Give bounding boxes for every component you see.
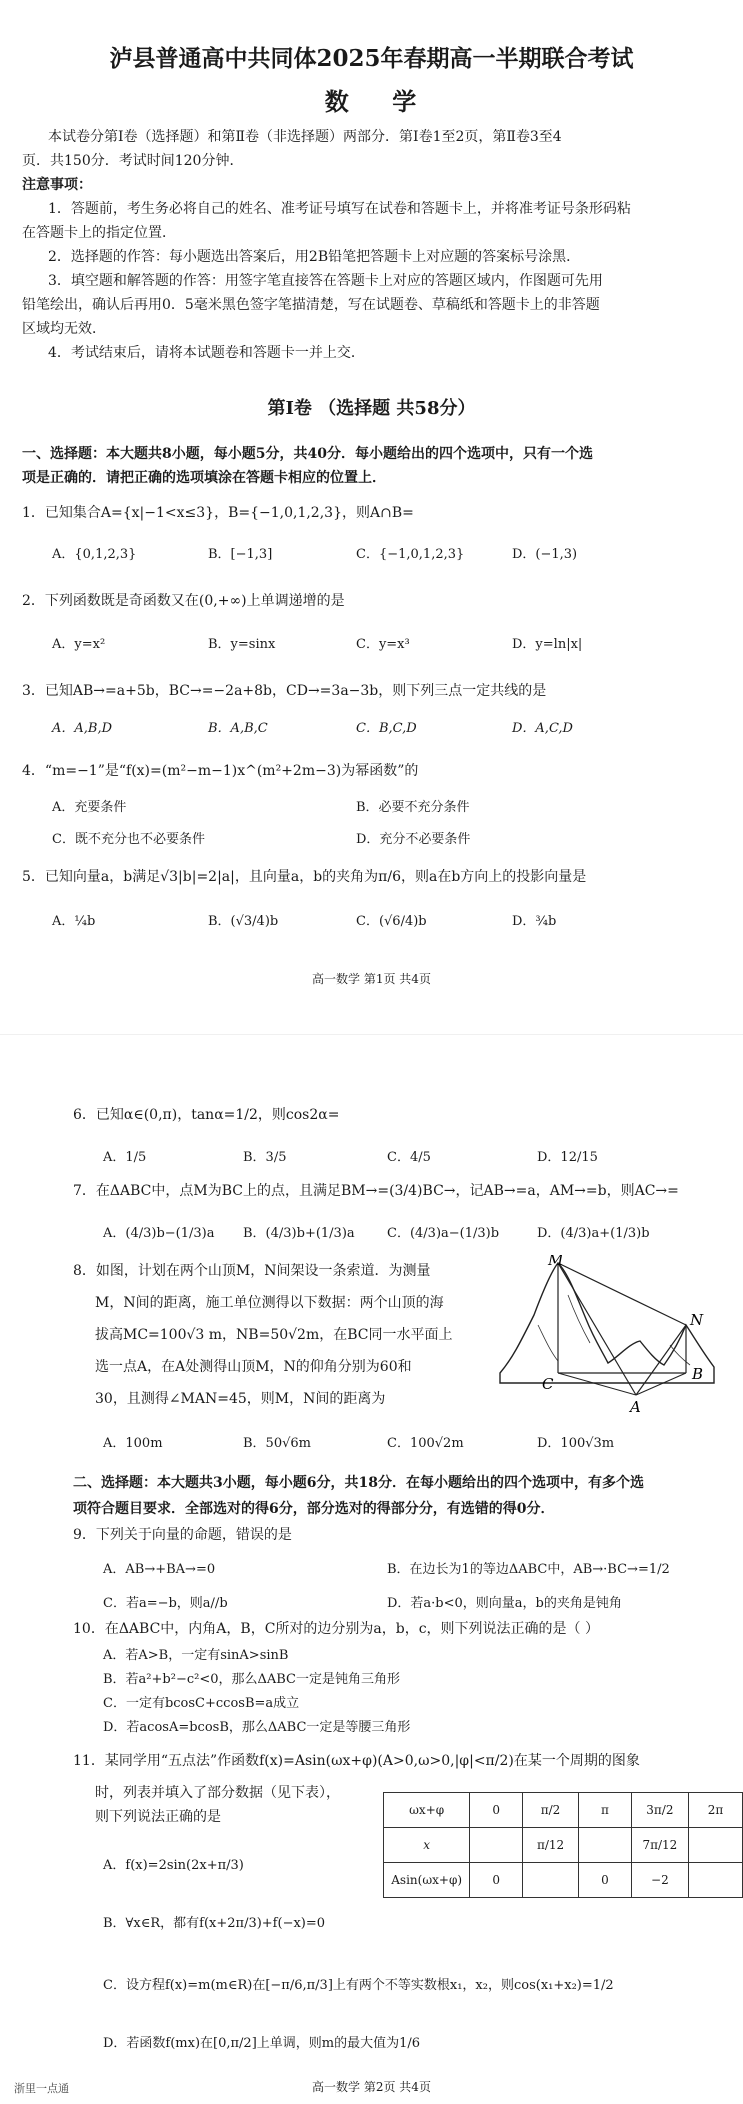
option-c: C．100√2m bbox=[387, 1436, 464, 1451]
table-cell: π/2 bbox=[523, 1793, 579, 1828]
option-c: C．B,C,D bbox=[356, 721, 417, 736]
option-b: B．(√3/4)b bbox=[208, 914, 279, 929]
table-cell: 0 bbox=[470, 1863, 523, 1898]
exam-page-1 bbox=[0, 0, 743, 1010]
question-3-stem: 3．已知AB→=a+5b，BC→=−2a+8b，CD→=3a−3b，则下列三点一定共线的是 bbox=[22, 683, 547, 699]
table-cell: 0 bbox=[470, 1793, 523, 1828]
option-a: A．若A>B，一定有sinA>sinB bbox=[103, 1648, 289, 1663]
question-8-line: 选一点A，在A处测得山顶M，N的仰角分别为60和 bbox=[95, 1359, 412, 1375]
question-2-stem: 2．下列函数既是奇函数又在(0,+∞)上单调递增的是 bbox=[22, 593, 345, 609]
part-1-heading-line-2: 项是正确的．请把正确的选项填涂在答题卡相应的位置上． bbox=[22, 470, 386, 486]
table-cell: 0 bbox=[578, 1863, 631, 1898]
table-cell: −2 bbox=[631, 1863, 688, 1898]
option-d: D．12/15 bbox=[537, 1150, 598, 1165]
option-d: D．100√3m bbox=[537, 1436, 615, 1451]
option-b: B．50√6m bbox=[243, 1436, 311, 1451]
option-a: A．f(x)=2sin(2x+π/3) bbox=[103, 1858, 244, 1873]
note-line: 区域均无效． bbox=[22, 321, 106, 337]
note-line: 在答题卡上的指定位置． bbox=[22, 225, 176, 241]
question-7-stem: 7．在ΔABC中，点M为BC上的点，且满足BM→=(3/4)BC→，记AB→=a，AM→=b，则AC→= bbox=[73, 1183, 679, 1199]
table-row bbox=[384, 1863, 743, 1898]
table-cell: 7π/12 bbox=[631, 1828, 688, 1863]
option-c: C．一定有bcosC+ccosB=a成立 bbox=[103, 1696, 300, 1711]
option-d: D．y=ln|x| bbox=[512, 637, 583, 652]
question-11-stem-line-1: 11．某同学用“五点法”作函数f(x)=Asin(ωx+φ)(A>0,ω>0,|φ|<π/2)在某一个周期的图象 bbox=[73, 1753, 640, 1769]
option-a: A．充要条件 bbox=[52, 800, 127, 815]
figure-label-b: B bbox=[692, 1365, 704, 1383]
option-b: B．必要不充分条件 bbox=[356, 800, 470, 815]
option-d: D．若a·b<0，则向量a，b的夹角是钝角 bbox=[387, 1596, 622, 1611]
page-divider bbox=[0, 1034, 743, 1035]
question-4-stem: 4．“m=−1”是“f(x)=(m²−m−1)x^(m²+2m−3)为幂函数”的 bbox=[22, 763, 419, 779]
table-cell: 2π bbox=[688, 1793, 742, 1828]
option-b: B．∀x∈R，都有f(x+2π/3)+f(−x)=0 bbox=[103, 1916, 326, 1931]
mountain-cableway-figure bbox=[498, 1255, 716, 1415]
option-a: A．AB→+BA→=0 bbox=[103, 1562, 216, 1577]
page-footer: 高一数学 第2页 共4页 bbox=[312, 2080, 431, 2094]
five-point-table bbox=[383, 1792, 743, 1898]
option-c: C．既不充分也不必要条件 bbox=[52, 832, 205, 847]
option-a: A．100m bbox=[103, 1436, 163, 1451]
note-line: 1．答题前，考生务必将自己的姓名、准考证号填写在试卷和答题卡上，并将准考证号条形码粘 bbox=[48, 201, 631, 217]
option-a: A．A,B,D bbox=[52, 721, 113, 736]
table-cell: 3π/2 bbox=[631, 1793, 688, 1828]
option-d: D．(4/3)a+(1/3)b bbox=[537, 1226, 650, 1241]
table-row bbox=[384, 1828, 743, 1863]
option-c: C．设方程f(x)=m(m∈R)在[−π/6,π/3]上有两个不等实数根x₁，x₂，则cos(x₁+x₂)=1/2 bbox=[103, 1978, 614, 1993]
question-9-stem: 9．下列关于向量的命题，错误的是 bbox=[73, 1527, 292, 1543]
notes-title: 注意事项： bbox=[22, 177, 92, 193]
question-6-stem: 6．已知α∈(0,π)，tanα=1/2，则cos2α= bbox=[73, 1107, 340, 1123]
note-line: 2．选择题的作答：每小题选出答案后，用2B铅笔把答题卡上对应题的答案标号涂黑． bbox=[48, 249, 581, 265]
option-d: D．(−1,3) bbox=[512, 547, 578, 562]
note-line: 铅笔绘出，确认后再用0．5毫米黑色签字笔描清楚，写在试题卷、草稿纸和答题卡上的非答题 bbox=[22, 297, 600, 313]
option-c: C．4/5 bbox=[387, 1150, 431, 1165]
figure-label-m: M bbox=[548, 1255, 564, 1269]
section-1-title: 第Ⅰ卷 （选择题 共58分） bbox=[267, 398, 476, 419]
exam-title: 泸县普通高中共同体2025年春期高一半期联合考试 bbox=[109, 45, 634, 72]
option-b: B．3/5 bbox=[243, 1150, 287, 1165]
table-cell: x bbox=[384, 1828, 470, 1863]
question-11-stem-line-3: 则下列说法正确的是 bbox=[95, 1809, 221, 1825]
option-b: B．[−1,3] bbox=[208, 547, 273, 562]
question-8-line: M，N间的距离，施工单位测得以下数据：两个山顶的海 bbox=[95, 1295, 444, 1311]
table-cell bbox=[688, 1828, 742, 1863]
question-5-stem: 5．已知向量a，b满足√3|b|=2|a|，且向量a，b的夹角为π/6，则a在b方向上的投影向量是 bbox=[22, 869, 587, 885]
question-11-stem-line-2: 时，列表并填入了部分数据（见下表）， bbox=[95, 1785, 340, 1801]
option-b: B．若a²+b²−c²<0，那么ΔABC一定是钝角三角形 bbox=[103, 1672, 401, 1687]
option-a: A．(4/3)b−(1/3)a bbox=[103, 1226, 215, 1241]
table-cell: π bbox=[578, 1793, 631, 1828]
question-8-line: 8．如图，计划在两个山顶M，N间架设一条索道．为测量 bbox=[73, 1263, 431, 1279]
option-c: C．(4/3)a−(1/3)b bbox=[387, 1226, 500, 1241]
table-row bbox=[384, 1793, 743, 1828]
option-d: D．若acosA=bcosB，那么ΔABC一定是等腰三角形 bbox=[103, 1720, 411, 1735]
option-b: B．(4/3)b+(1/3)a bbox=[243, 1226, 355, 1241]
option-b: B．A,B,C bbox=[208, 721, 268, 736]
option-d: D．若函数f(mx)在[0,π/2]上单调，则m的最大值为1/6 bbox=[103, 2036, 421, 2051]
option-c: C．{−1,0,1,2,3} bbox=[356, 547, 465, 562]
intro-line-2: 页．共150分．考试时间120分钟． bbox=[22, 153, 244, 169]
option-a: A．{0,1,2,3} bbox=[52, 547, 137, 562]
note-line: 3．填空题和解答题的作答：用签字笔直接答在答题卡上对应的答题区域内，作图题可先用 bbox=[48, 273, 603, 289]
table-cell bbox=[578, 1828, 631, 1863]
question-10-stem: 10．在ΔABC中，内角A，B，C所对的边分别为a，b，c，则下列说法正确的是（ ） bbox=[73, 1621, 600, 1637]
table-cell bbox=[688, 1863, 742, 1898]
figure-label-a: A bbox=[630, 1398, 641, 1415]
intro-line-1: 本试卷分第Ⅰ卷（选择题）和第Ⅱ卷（非选择题）两部分．第Ⅰ卷1至2页，第Ⅱ卷3至4 bbox=[48, 129, 562, 145]
table-cell: ωx+φ bbox=[384, 1793, 470, 1828]
figure-label-c: C bbox=[542, 1375, 554, 1393]
option-d: D．¾b bbox=[512, 914, 557, 929]
option-d: D．A,C,D bbox=[512, 721, 573, 736]
figure-label-n: N bbox=[690, 1311, 704, 1329]
option-d: D．充分不必要条件 bbox=[356, 832, 471, 847]
question-1-stem: 1．已知集合A={x|−1<x≤3}，B={−1,0,1,2,3}，则A∩B= bbox=[22, 505, 414, 521]
option-c: C．若a=−b，则a//b bbox=[103, 1596, 228, 1611]
option-a: A．y=x² bbox=[52, 637, 106, 652]
option-c: C．(√6/4)b bbox=[356, 914, 427, 929]
part-2-heading-line-2: 项符合题目要求．全部选对的得6分，部分选对的得部分分，有选错的得0分． bbox=[73, 1501, 555, 1517]
page-footer: 高一数学 第1页 共4页 bbox=[312, 972, 431, 986]
note-line: 4．考试结束后，请将本试题卷和答题卡一并上交． bbox=[48, 345, 365, 361]
part-2-heading-line-1: 二、选择题：本大题共3小题，每小题6分，共18分．在每小题给出的四个选项中，有多个选 bbox=[73, 1475, 644, 1491]
table-cell bbox=[523, 1863, 579, 1898]
question-8-line: 拔高MC=100√3 m，NB=50√2m，在BC同一水平面上 bbox=[95, 1327, 453, 1343]
part-1-heading-line-1: 一、选择题：本大题共8小题，每小题5分，共40分．每小题给出的四个选项中，只有一个选 bbox=[22, 446, 593, 462]
table-cell bbox=[470, 1828, 523, 1863]
table-cell: Asin(ωx+φ) bbox=[384, 1863, 470, 1898]
option-b: B．y=sinx bbox=[208, 637, 276, 652]
option-a: A．¼b bbox=[52, 914, 96, 929]
option-a: A．1/5 bbox=[103, 1150, 147, 1165]
option-b: B．在边长为1的等边ΔABC中，AB→·BC→=1/2 bbox=[387, 1562, 670, 1577]
watermark: 浙里一点通 bbox=[14, 2082, 69, 2095]
exam-page-2 bbox=[0, 1060, 743, 2104]
option-c: C．y=x³ bbox=[356, 637, 410, 652]
question-8-line: 30，且测得∠MAN=45，则M，N间的距离为 bbox=[95, 1391, 386, 1407]
table-cell: π/12 bbox=[523, 1828, 579, 1863]
subject-title: 数 学 bbox=[324, 87, 419, 116]
